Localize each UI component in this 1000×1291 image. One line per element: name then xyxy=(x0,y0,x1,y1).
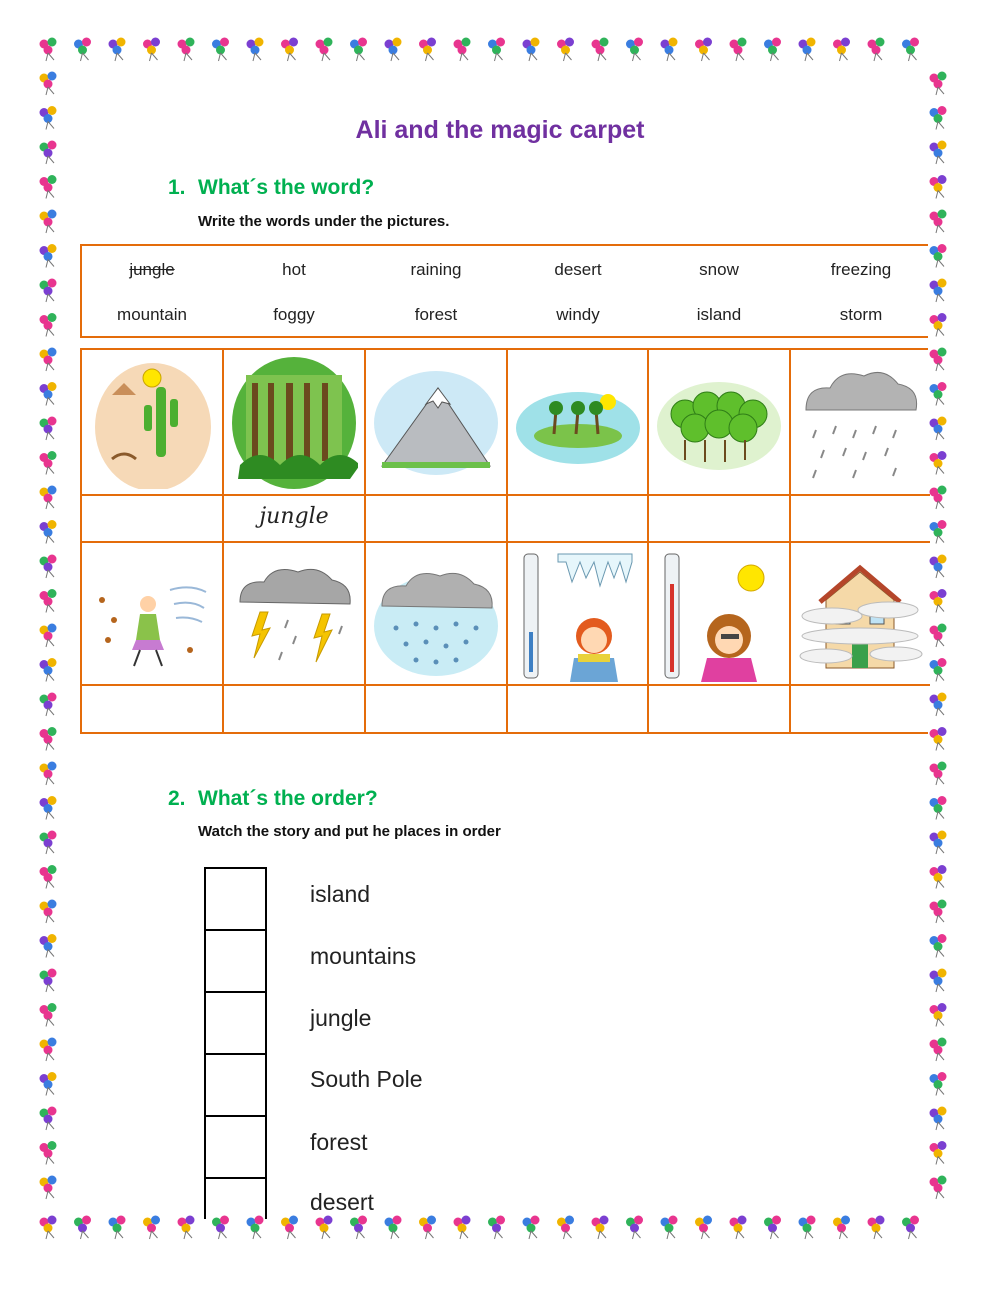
balloon-icon xyxy=(40,693,57,717)
balloon-icon xyxy=(592,38,609,62)
balloon-icon xyxy=(40,934,57,958)
balloon-icon xyxy=(316,38,333,62)
balloon-icon xyxy=(930,658,947,682)
word-bank xyxy=(80,244,928,338)
balloon-icon xyxy=(385,38,402,62)
word-bank-item: mountain xyxy=(117,305,187,324)
balloon-icon xyxy=(40,313,57,337)
balloon-icon xyxy=(930,1141,947,1165)
balloon-icon xyxy=(40,589,57,613)
balloon-icon xyxy=(930,486,947,510)
balloon-icon xyxy=(930,279,947,303)
balloon-icon xyxy=(40,1107,57,1131)
balloon-icon xyxy=(385,1216,402,1240)
section1-heading-text: What´s the word? xyxy=(198,176,375,199)
order-number-box[interactable] xyxy=(204,1177,267,1219)
balloon-icon xyxy=(523,1216,540,1240)
balloon-icon xyxy=(281,38,298,62)
balloon-icon xyxy=(40,1072,57,1096)
balloon-icon xyxy=(40,210,57,234)
balloon-icon xyxy=(799,1216,816,1240)
order-place-label: desert xyxy=(310,1189,374,1215)
word-bank-item: windy xyxy=(556,305,600,324)
balloon-icon xyxy=(350,1216,367,1240)
balloon-icon xyxy=(833,38,850,62)
balloon-icon xyxy=(695,38,712,62)
balloon-icon xyxy=(833,1216,850,1240)
balloon-icon xyxy=(930,382,947,406)
balloon-icon xyxy=(930,244,947,268)
balloon-icon xyxy=(74,38,91,62)
balloon-icon xyxy=(454,1216,471,1240)
balloon-icon xyxy=(40,1216,57,1240)
balloon-icon xyxy=(730,1216,747,1240)
balloon-icon xyxy=(930,693,947,717)
balloon-icon xyxy=(626,1216,643,1240)
balloon-icon xyxy=(454,38,471,62)
word-bank-item: freezing xyxy=(830,260,892,279)
balloon-icon xyxy=(488,1216,505,1240)
balloon-icon xyxy=(40,451,57,475)
balloon-icon xyxy=(661,38,678,62)
balloon-icon xyxy=(40,969,57,993)
balloon-icon xyxy=(40,382,57,406)
balloon-icon xyxy=(40,555,57,579)
order-number-box[interactable] xyxy=(204,867,267,931)
balloon-icon xyxy=(661,1216,678,1240)
balloon-icon xyxy=(40,175,57,199)
balloon-icon xyxy=(930,175,947,199)
balloon-icon xyxy=(930,865,947,889)
balloon-icon xyxy=(109,1216,126,1240)
balloon-icon xyxy=(40,831,57,855)
word-bank-item: snow xyxy=(699,260,739,279)
balloon-icon xyxy=(247,38,264,62)
balloon-icon xyxy=(40,72,57,96)
balloon-icon xyxy=(40,348,57,372)
balloon-icon xyxy=(930,348,947,372)
balloon-icon xyxy=(930,1038,947,1062)
word-bank-item: jungle xyxy=(129,260,175,279)
balloon-icon xyxy=(626,38,643,62)
order-number-box[interactable] xyxy=(204,929,267,993)
order-place-label: jungle xyxy=(310,1005,372,1031)
page-title: Ali and the magic carpet xyxy=(355,116,645,144)
balloon-icon xyxy=(930,210,947,234)
section2-heading xyxy=(168,787,378,811)
balloon-icon xyxy=(902,38,919,62)
balloon-icon xyxy=(316,1216,333,1240)
balloon-icon xyxy=(419,38,436,62)
balloon-icon xyxy=(40,624,57,648)
word-bank-item: island xyxy=(696,305,742,324)
balloon-icon xyxy=(930,589,947,613)
hot-picture xyxy=(655,548,783,682)
freezing-picture xyxy=(514,548,642,682)
balloon-icon xyxy=(40,1038,57,1062)
balloon-icon xyxy=(868,38,885,62)
jungle-picture xyxy=(230,355,358,493)
balloon-icon xyxy=(930,1072,947,1096)
word-bank-item: raining xyxy=(410,260,462,279)
balloon-icon xyxy=(419,1216,436,1240)
section1-number: 1. xyxy=(168,176,186,199)
order-number-box[interactable] xyxy=(204,1115,267,1179)
order-place-label: mountains xyxy=(310,943,417,969)
balloon-icon xyxy=(40,762,57,786)
balloon-icon xyxy=(930,831,947,855)
balloon-icon xyxy=(40,520,57,544)
balloon-icon xyxy=(212,38,229,62)
balloon-icon xyxy=(178,1216,195,1240)
windy-picture xyxy=(90,570,216,674)
balloon-icon xyxy=(40,1141,57,1165)
balloon-icon xyxy=(40,38,57,62)
balloon-icon xyxy=(695,1216,712,1240)
balloon-icon xyxy=(143,38,160,62)
balloon-icon xyxy=(930,313,947,337)
balloon-icon xyxy=(247,1216,264,1240)
balloon-icon xyxy=(930,451,947,475)
section1-heading xyxy=(168,176,374,200)
balloon-icon xyxy=(40,279,57,303)
order-place-label: island xyxy=(310,881,371,907)
balloon-icon xyxy=(930,72,947,96)
balloon-icon xyxy=(523,38,540,62)
balloon-icon xyxy=(40,658,57,682)
balloon-icon xyxy=(488,38,505,62)
order-number-box[interactable] xyxy=(204,991,267,1055)
balloon-icon xyxy=(40,1003,57,1027)
raining-picture xyxy=(796,360,924,488)
balloon-icon xyxy=(40,417,57,441)
balloon-icon xyxy=(40,796,57,820)
balloon-icon xyxy=(930,520,947,544)
storm-picture xyxy=(230,562,358,678)
balloon-icon xyxy=(868,1216,885,1240)
balloon-icon xyxy=(40,865,57,889)
picture-grid xyxy=(80,348,928,734)
balloon-icon xyxy=(930,417,947,441)
balloon-icon xyxy=(557,38,574,62)
order-place-label: forest xyxy=(310,1129,368,1155)
balloon-icon xyxy=(930,762,947,786)
balloon-icon xyxy=(40,486,57,510)
order-number-box[interactable] xyxy=(204,1053,267,1117)
balloon-icon xyxy=(281,1216,298,1240)
balloon-icon xyxy=(40,1176,57,1200)
balloon-icon xyxy=(930,934,947,958)
balloon-icon xyxy=(212,1216,229,1240)
desert-picture xyxy=(92,355,214,489)
balloon-icon xyxy=(40,244,57,268)
answer-slot[interactable]: jungle xyxy=(259,504,329,529)
order-place-label: South Pole xyxy=(310,1066,423,1092)
balloon-icon xyxy=(930,624,947,648)
forest-picture xyxy=(655,370,783,480)
balloon-icon xyxy=(930,969,947,993)
word-bank-item: hot xyxy=(282,260,306,279)
balloon-icon xyxy=(799,38,816,62)
balloon-icon xyxy=(930,1176,947,1200)
balloon-icon xyxy=(902,1216,919,1240)
balloon-icon xyxy=(930,727,947,751)
balloon-icon xyxy=(764,1216,781,1240)
balloon-icon xyxy=(930,1003,947,1027)
foggy-picture xyxy=(796,560,924,678)
balloon-icon xyxy=(143,1216,160,1240)
word-bank-item: desert xyxy=(554,260,602,279)
balloon-icon xyxy=(109,38,126,62)
balloon-icon xyxy=(592,1216,609,1240)
balloon-icon xyxy=(730,38,747,62)
snow-picture xyxy=(372,562,500,680)
section2-instruction: Watch the story and put he places in order xyxy=(198,823,501,840)
balloon-icon xyxy=(557,1216,574,1240)
section2-number: 2. xyxy=(168,787,186,810)
balloon-icon xyxy=(40,900,57,924)
mountain-picture xyxy=(372,368,500,478)
balloon-icon xyxy=(930,1107,947,1131)
balloon-icon xyxy=(178,38,195,62)
balloon-icon xyxy=(930,900,947,924)
balloon-icon xyxy=(930,555,947,579)
balloon-icon xyxy=(930,796,947,820)
word-bank-item: foggy xyxy=(273,305,315,324)
balloon-icon xyxy=(40,727,57,751)
balloon-icon xyxy=(764,38,781,62)
word-bank-item: forest xyxy=(414,305,458,324)
section2-heading-text: What´s the order? xyxy=(198,787,378,810)
word-bank-item: storm xyxy=(839,305,883,324)
section1-instruction: Write the words under the pictures. xyxy=(198,213,450,230)
island-picture xyxy=(514,380,642,470)
balloon-icon xyxy=(350,38,367,62)
balloon-icon xyxy=(74,1216,91,1240)
